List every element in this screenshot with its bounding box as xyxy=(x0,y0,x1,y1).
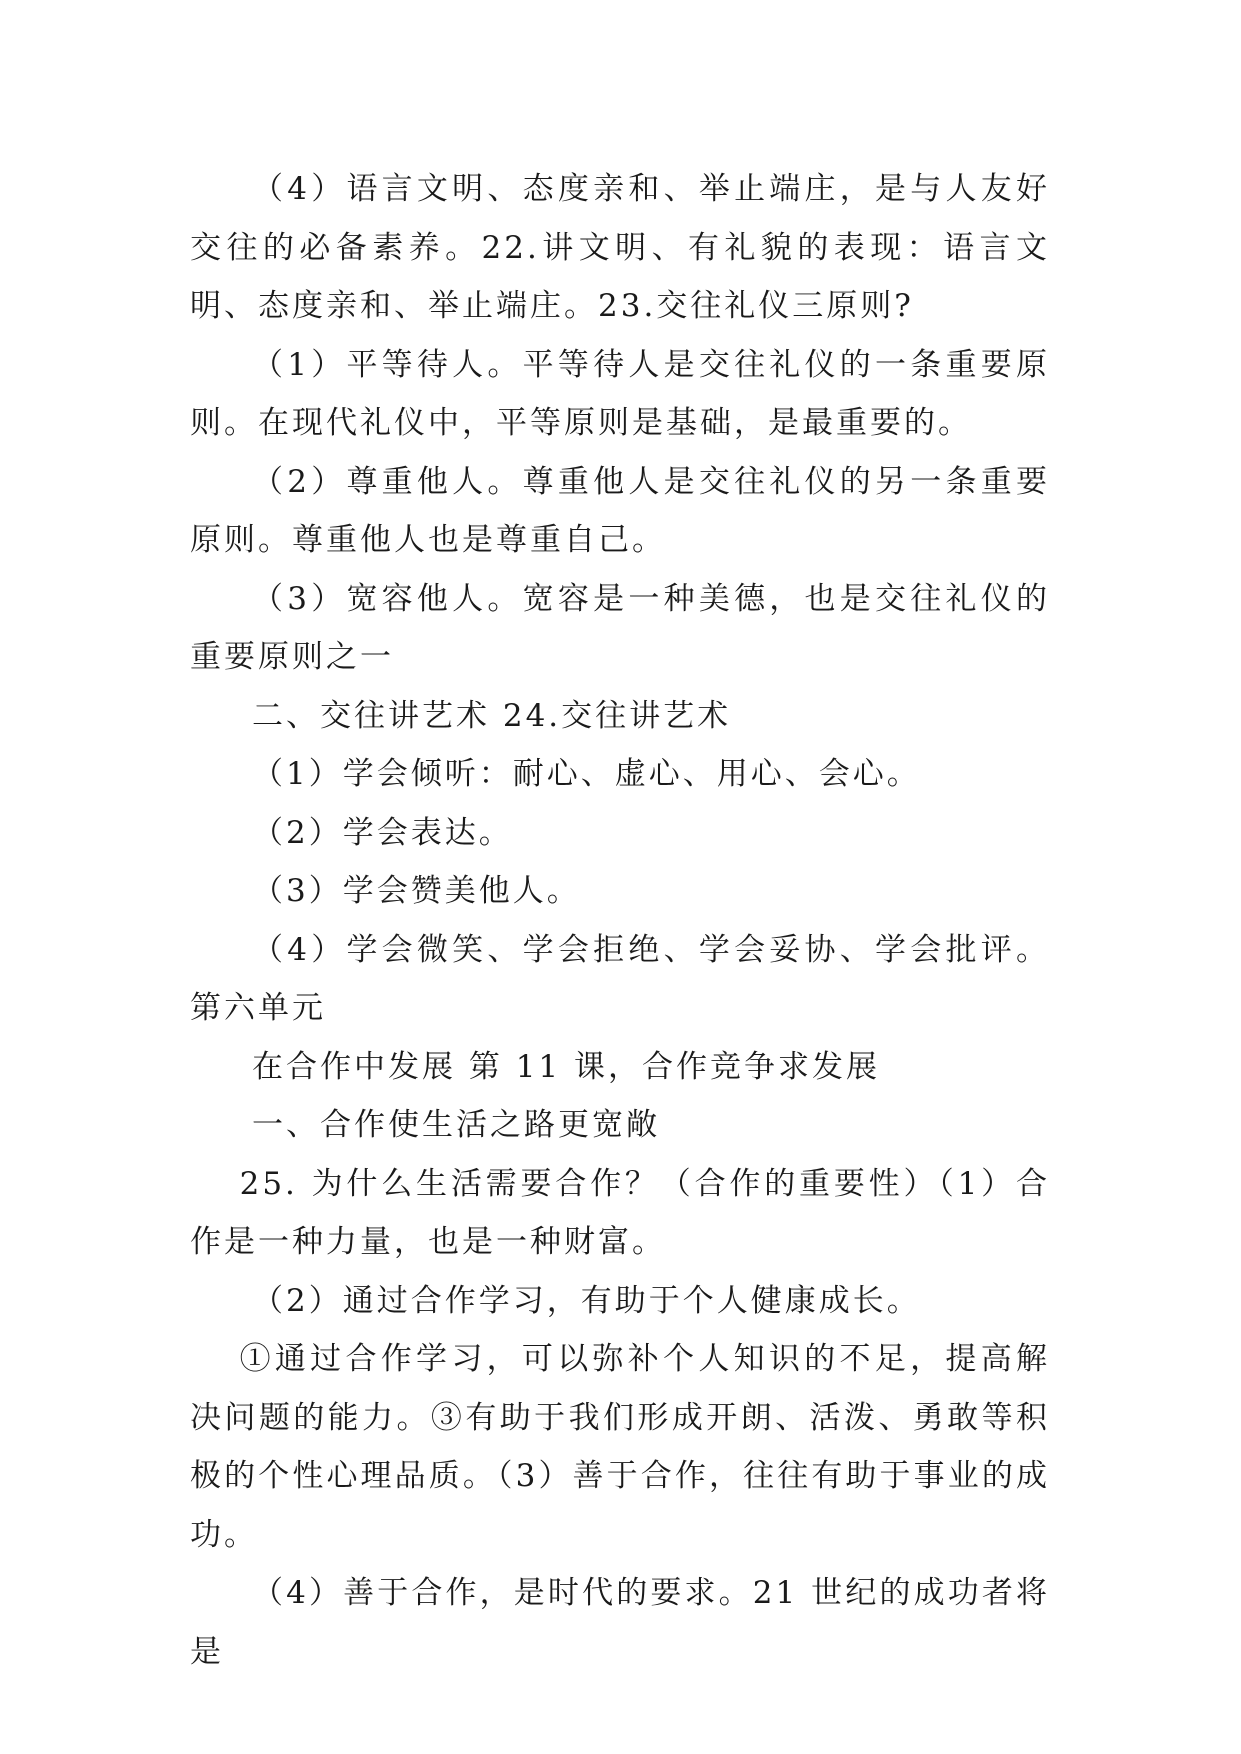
document-body xyxy=(190,160,1050,1681)
section-heading-communication-art: 二、交往讲艺术 24.交往讲艺术 xyxy=(252,697,732,734)
paragraph-praise: （3）学会赞美他人。 xyxy=(252,873,581,909)
paragraph-principle-respect: （2）尊重他人。尊重他人是交往礼仪的另一条重要原则。尊重他人也是尊重自己。 xyxy=(190,463,1050,558)
paragraph-cooperative-learning-benefits: ①通过合作学习，可以弥补个人知识的不足，提高解决问题的能力。③有助于我们形成开朗、活泼、勇敢等积极的个性心理品质。（3）善于合作，往往有助于事业的成功。 xyxy=(190,1341,1050,1553)
paragraph-why-cooperate: 25. 为什么生活需要合作？（合作的重要性）（1）合作是一种力量，也是一种财富。 xyxy=(190,1165,1050,1260)
paragraph-era-requirement: （4）善于合作，是时代的要求。21 世纪的成功者将是 xyxy=(190,1575,1050,1670)
paragraph-expression: （2）学会表达。 xyxy=(252,814,513,851)
paragraph-listening: （1）学会倾听：耐心、虚心、用心、会心。 xyxy=(252,756,921,792)
paragraph-cooperative-learning: （2）通过合作学习，有助于个人健康成长。 xyxy=(252,1282,921,1319)
paragraph-etiquette-qualities: （4）语言文明、态度亲和、举止端庄，是与人友好交往的必备素养。22.讲文明、有礼貌的表现：语言文明、态度亲和、举止端庄。23.交往礼仪三原则? xyxy=(190,171,1050,324)
section-heading-cooperation: 一、合作使生活之路更宽敞 xyxy=(252,1107,660,1143)
paragraph-principle-tolerance: （3）宽容他人。宽容是一种美德，也是交往礼仪的重要原则之一 xyxy=(190,580,1050,675)
paragraph-principle-equality: （1）平等待人。平等待人是交往礼仪的一条重要原则。在现代礼仪中，平等原则是基础，是最重要的。 xyxy=(190,346,1050,441)
paragraph-smile-refuse-compromise: （4）学会微笑、学会拒绝、学会妥协、学会批评。第六单元 xyxy=(190,931,1050,1026)
unit-title: 在合作中发展 第 11 课，合作竞争求发展 xyxy=(252,1048,881,1085)
